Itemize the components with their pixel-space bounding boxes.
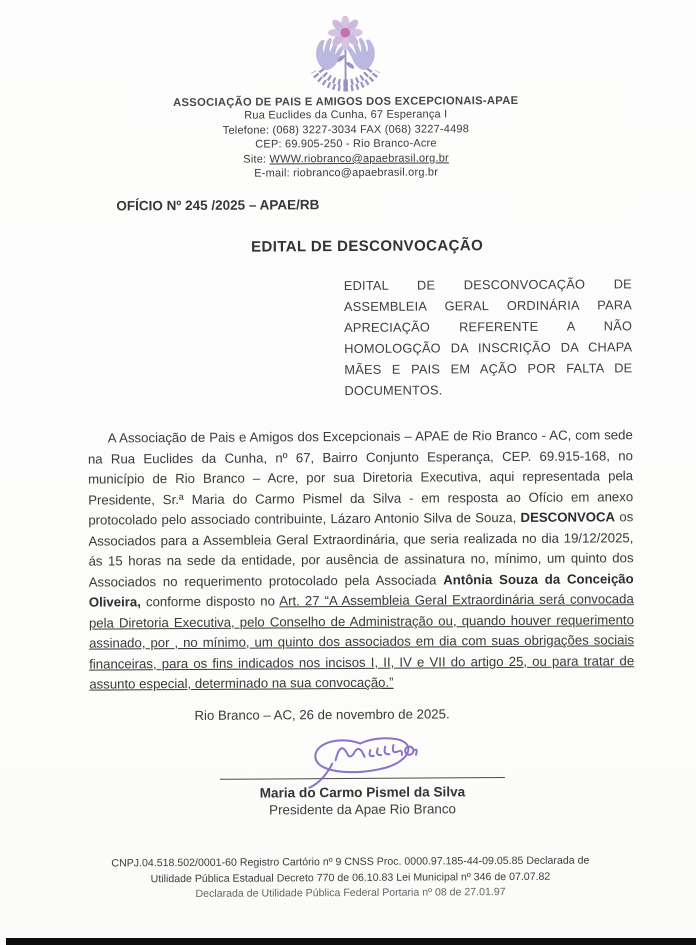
signature-handwriting — [278, 731, 450, 790]
org-site-label: Site: — [243, 153, 270, 166]
document-body-column — [86, 195, 635, 818]
date-line: Rio Branco – AC, 26 de novembro de 2025. — [194, 706, 450, 723]
body-text-2: os Associados para a Assembleia Geral Extraordinária, que seria realizada no dia 19/12/2025, ás 15 horas na sede da entidade, por ausência de assinatura no, mínimo, um quinto dos Associados no requerimento protocolado pela Associada — [88, 509, 634, 590]
body-emphasis-associada: Antônia Souza da Conceição Oliveira, — [88, 570, 634, 610]
oficio-reference: OFÍCIO Nº 245 /2025 – APAE/RB — [116, 197, 320, 214]
footer-line-2: Utilidade Pública Estadual Decreto 770 de 06.10.83 Lei Municipal nº 346 de 07.07.82 — [150, 870, 551, 885]
scan-edge-artifact — [6, 938, 696, 945]
body-text-3: conforme disposto no — [140, 593, 280, 610]
org-phone: Telefone: (068) 3227-3034 FAX (068) 3227-4498 — [222, 122, 470, 137]
body-text-1: A Associação de Pais e Amigos dos Excepcionais – APAE de Rio Branco - AC, com sede na Rua Euclides da Cunha, nº 67, Bairro Conjunto Esperança, CEP. 69.915-168, no município de Rio Branco – Acre, por sua Diretoria Executiva, aqui representada pela Presidente, Sr.ª Maria do Carmo Pismel da Silva - em resposta ao Ofício em anexo protocolado pelo associado contribuinte, Lázaro Antonio Silva de Souza, — [87, 427, 634, 528]
body-emphasis-desconvoca: DESCONVOCA — [520, 509, 616, 525]
signer-name: Maria do Carmo Pismel da Silva — [259, 783, 466, 801]
org-name: ASSOCIAÇÃO DE PAIS E AMIGOS DOS EXCEPCIONAIS-APAE — [173, 94, 519, 110]
footer-legal-info — [2, 853, 696, 904]
subject-block: EDITAL DE DESCONVOCAÇÃO DE ASSEMBLEIA GERAL ORDINÁRIA PARA APRECIAÇÃO REFERENTE A NÃO HOMOLOGÇÃO DA INSCRIÇÃO DA CHAPA MÃES E PAIS EM AÇÃO POR FALTA DE DOCUMENTOS. — [343, 276, 633, 399]
body-paragraph — [88, 425, 635, 695]
signer-role: Presidente da Apae Rio Branco — [269, 801, 457, 818]
hands-and-flower-logo-icon — [302, 16, 388, 95]
footer-line-1: CNPJ.04.518.502/0001-60 Registro Cartório nº 9 CNSS Proc. 0000.97.185-44-09.05.85 Declarada de — [111, 854, 590, 870]
org-address: Rua Euclides da Cunha, 67 Esperança I — [244, 108, 448, 122]
org-site-url: WWW.riobranco@apaebrasil.org.br — [269, 152, 449, 166]
footer-line-3: Declarada de Utilidade Pública Federal Portaria nº 08 de 27.01.97 — [195, 886, 506, 901]
letterhead — [0, 14, 694, 183]
statute-quote: Art. 27 “A Assembleia Geral Extraordinária será convocada pela Diretoria Executiva, pelo Conselho de Administração ou, quando houver requerimento assinado, por , no mínimo, um quinto dos associados em dia com suas obrigações sociais financeiras, para os fins indicados nos incisos I, II, IV e VII do artigo 25, ou para tratar de assunto especial, determinado na sua convocação.” — [88, 591, 635, 692]
document-title: EDITAL DE DESCONVOCAÇÃO — [251, 237, 484, 256]
org-email: E-mail: riobranco@apaebrasil.org.br — [254, 166, 439, 180]
org-cep: CEP: 69.905-250 - Rio Branco-Acre — [255, 137, 437, 151]
signature-block — [220, 777, 505, 818]
apae-logo — [0, 14, 694, 96]
